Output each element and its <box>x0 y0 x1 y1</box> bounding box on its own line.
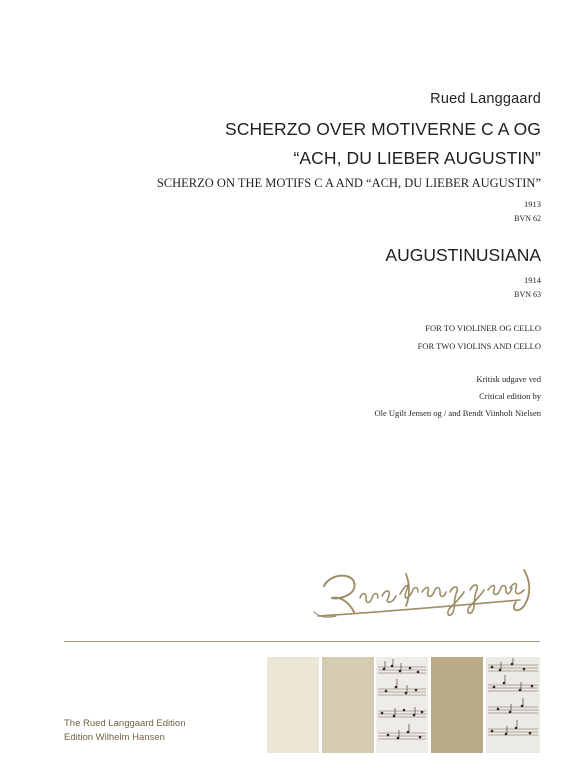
swatch-sand <box>322 657 374 753</box>
publisher-name: Edition Wilhelm Hansen <box>64 732 165 743</box>
work2-title: AUGUSTINUSIANA <box>385 245 541 265</box>
composer-name: Rued Langgaard <box>430 91 541 107</box>
work2-bvn: BVN 63 <box>514 290 541 299</box>
editors: Ole Ugilt Jensen og / and Bendt Viinholt Nielsen <box>374 408 541 418</box>
instrumentation-danish: FOR TO VIOLINER OG CELLO <box>425 323 541 333</box>
divider-rule <box>64 641 540 642</box>
instrumentation-english: FOR TWO VIOLINS AND CELLO <box>417 341 541 351</box>
critical-edition-danish: Kritisk udgave ved <box>476 374 541 384</box>
work1-bvn: BVN 62 <box>514 214 541 223</box>
manuscript-thumbnail-1 <box>376 657 428 753</box>
signature-image <box>310 556 542 628</box>
swatch-light-cream <box>267 657 319 753</box>
publisher-footer <box>64 717 185 745</box>
work1-year: 1913 <box>524 199 541 209</box>
swatch-khaki <box>431 657 483 753</box>
edition-series-name: The Rued Langgaard Edition <box>64 718 186 729</box>
work1-title-line1: SCHERZO OVER MOTIVERNE C A OG <box>224 119 541 139</box>
critical-edition-english: Critical edition by <box>479 391 541 401</box>
work2-year: 1914 <box>524 275 541 285</box>
work1-title-english: SCHERZO ON THE MOTIFS C A AND “ACH, DU LIEBER AUGUSTIN” <box>156 176 541 190</box>
work1-title-line2: “ACH, DU LIEBER AUGUSTIN” <box>293 148 541 168</box>
manuscript-thumbnail-2 <box>486 657 540 753</box>
